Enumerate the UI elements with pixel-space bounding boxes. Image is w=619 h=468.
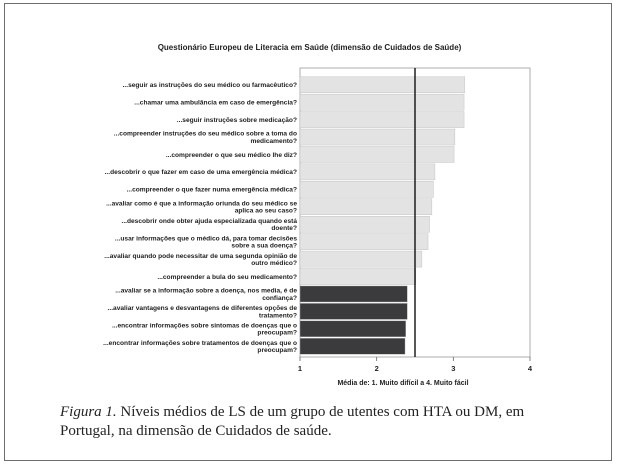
bar-label <box>123 82 297 89</box>
bar-label <box>114 131 297 145</box>
x-tick-label: 4 <box>527 364 533 373</box>
bar-label <box>105 169 297 176</box>
bar-label-line: outro médico? <box>251 259 297 267</box>
bar <box>300 338 405 354</box>
figure-caption <box>60 403 580 441</box>
bar-label <box>157 274 297 281</box>
bar-label-line: ...seguir instruções sobre medicação? <box>176 116 297 124</box>
x-axis-label: Média de: 1. Muito difícil a 4. Muito fácil <box>337 380 469 387</box>
bar <box>300 199 432 215</box>
figure-caption-label: Figura 1. <box>60 404 117 420</box>
bar-label <box>115 235 297 249</box>
bar <box>300 234 428 250</box>
bar-label-line: ...avaliar como é que a informação oriunda do seu médico se <box>106 200 297 208</box>
chart-title: Questionário Europeu de Literacia em Saúde (dimensão de Cuidados de Saúde) <box>157 43 462 52</box>
bar-label-line: doente? <box>271 225 297 233</box>
bar <box>300 251 422 267</box>
x-tick-label: 1 <box>297 364 303 373</box>
x-tick-label: 3 <box>451 364 456 373</box>
bar-label-line: ...compreender o que fazer numa emergência médica? <box>126 186 297 194</box>
bar-label-line: ...compreender a bula do seu medicamento? <box>157 273 297 281</box>
bar <box>300 216 430 232</box>
bar-label <box>103 340 297 354</box>
bar-label <box>121 218 297 232</box>
bar-label-line: ...chamar uma ambulância em caso de emergência? <box>134 99 297 107</box>
bar <box>300 146 454 162</box>
bar-label-line: ...compreender instruções do seu médico sobre a toma do <box>113 130 297 138</box>
bar-label-line: ...encontrar informações sobre tratamentos de doenças que o <box>103 339 297 347</box>
bar-label-line: ...avaliar se a informação sobre a doença, nos media, é de <box>115 287 297 295</box>
bar-label-line: ...compreender o que seu médico lhe diz? <box>165 151 297 159</box>
bar-label-line: preocupam? <box>257 329 297 337</box>
bar-label <box>177 117 297 124</box>
bar <box>300 77 465 93</box>
bar-label-line: sobre a sua doença? <box>231 242 297 250</box>
bar <box>300 269 416 285</box>
bar-label-line: ...avaliar vantagens e desvantagens de diferentes opções de <box>107 305 297 313</box>
x-tick-label: 2 <box>374 364 379 373</box>
bar-label-line: ...usar informações que o médico dá, para tomar decisões <box>114 235 297 243</box>
bar-label-line: aplica ao seu caso? <box>234 207 297 215</box>
bar-label <box>104 253 297 267</box>
bar-label-line: preocupam? <box>257 347 297 355</box>
bar-label-line: tratamento? <box>258 312 297 320</box>
bar <box>300 303 407 319</box>
bar <box>300 181 433 197</box>
bar-label-line: ...encontrar informações sobre sintomas de doenças que o <box>111 322 297 330</box>
bar-label-line: ...descobrir o que fazer em caso de uma emergência médica? <box>104 169 297 177</box>
bar-label-line: ...seguir as instruções do seu médico ou farmacêutico? <box>122 82 297 90</box>
bar-label-line: ...avaliar quando pode necessitar de uma segunda opinião de <box>104 252 297 260</box>
bar <box>300 112 464 128</box>
bar-label <box>166 152 297 159</box>
bar-label-line: ...descobrir onde obter ajuda especializada quando está <box>121 217 297 225</box>
bar-label <box>134 99 297 106</box>
bar <box>300 94 464 110</box>
figure-caption-text: Níveis médios de LS de um grupo de utentes com HTA ou DM, em Portugal, na dimensão de Cuidados de saúde. <box>60 404 525 439</box>
bar <box>300 286 407 302</box>
bar-label <box>106 200 297 214</box>
bar-label-line: confiança? <box>262 294 297 302</box>
bar <box>300 129 455 145</box>
bar-label <box>112 323 297 337</box>
bar-label <box>108 305 298 319</box>
bar-label <box>115 288 297 302</box>
bar-label <box>127 187 297 194</box>
bar <box>300 321 406 337</box>
bar-label-line: medicamento? <box>250 137 297 145</box>
